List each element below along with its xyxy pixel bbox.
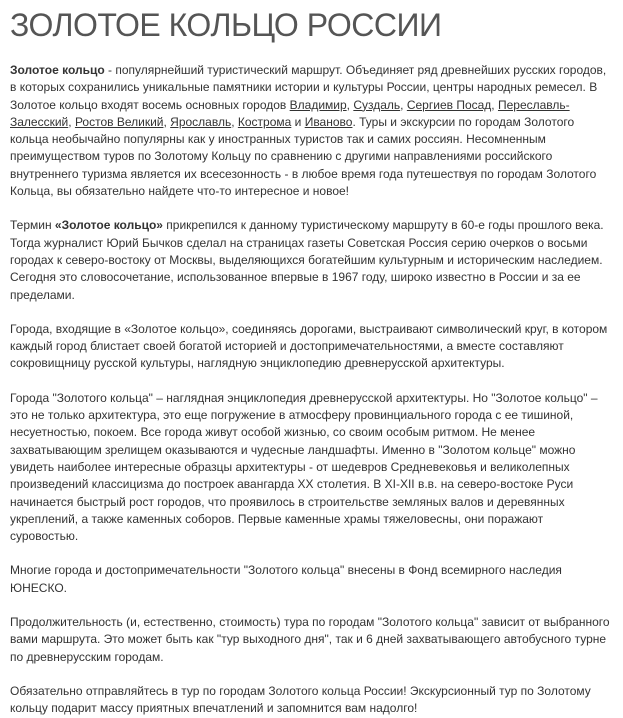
paragraph-duration: Продолжительность (и, естественно, стоимость) тура по городам "Золотого кольца" зависит от выбранного вами маршрута. Это может быть как "тур выходного дня", так и 6 дней захватывающего автобусного турне по древнерусским городам. <box>10 615 610 664</box>
paragraph-cities-circle: Города, входящие в «Золотое кольцо», соединяясь дорогами, выстраивают символический круг, в котором каждый город блистает своей богатой историей и достопримечательностями, а вместе составляют сокровищницу русской культуры, наглядную энциклопедию древнерусской архитектуры. <box>10 321 608 371</box>
link-pereslavl[interactable]: Переславль-Залесский <box>10 97 570 129</box>
paragraph-unesco: Многие города и достопримечательности "Золотого кольца" внесены в Фонд всемирного наследия ЮНЕСКО. <box>10 563 562 595</box>
link-ivanovo[interactable]: Иваново <box>304 114 353 129</box>
page-title: ЗОЛОТОЕ КОЛЬЦО РОССИИ <box>10 7 442 43</box>
link-kostroma[interactable]: Кострома <box>237 114 292 129</box>
term-bold: «Золотое кольцо» <box>54 218 163 233</box>
paragraph-term-history: Термин «Золотое кольцо» прикрепился к данному туристическому маршруту в 60-е годы прошлого века. Тогда журналист Юрий Бычков сделал на страницах газеты Советская Россия серию очерков о восьми городах к северо-востоку от Москвы, выделяющихся богатейшим культурным и историческим наследием. Сегодня это словосочетание, использованное впервые в 1967 году, широко известно в России и за ее пределами. <box>10 218 604 302</box>
link-vladimir[interactable]: Владимир <box>289 97 347 112</box>
link-rostov[interactable]: Ростов Великий <box>74 114 164 129</box>
link-suzdal[interactable]: Суздаль <box>353 97 401 112</box>
paragraph-architecture: Города "Золотого кольца" – наглядная энциклопедия древнерусской архитектуры. Но "Золотое кольцо" – это не только архитектура, это еще погружение в атмосферу провинциального города с ее тишиной, несуетностью, покоем. Все города живут особой жизнью, со своим особым ритмом. Не менее захватывающим зрелищем оказываются и чудесные ландшафты. Именно в "Золотом кольце" можно увидеть наиболее интересные образцы архитектуры - от шедевров Средневековья и великолепных произведений классицизма до построек авангарда XX столетия. В XI-XII в.в. на северо-востоке Руси начинается быстрый рост городов, что проявилось в строительстве земляных валов и деревянных укреплений, а также каменных соборов. Первые каменные храмы тяжеловесны, они поражают суровостью. <box>10 390 598 544</box>
link-yaroslavl[interactable]: Ярославль <box>170 114 232 129</box>
paragraph-closing: Обязательно отправляйтесь в тур по городам Золотого кольца России! Экскурсионный тур по Золотому кольцу подарит массу приятных впечатлений и запомнится вам надолго! <box>10 683 591 716</box>
paragraph-intro: Золотое кольцо - популярнейший туристический маршрут. Объединяет ряд древнейших русских городов, в которых сохранились уникальные памятники истории и культуры России, центры народных ремесел. В Золотое кольцо входят восемь основных городов Владимир, Суздаль, Сергиев Посад, Переславль-Залесский, Ростов Великий, Ярославль, Кострома и Иваново. Туры и экскурсии по городам Золотого кольца необычайно популярны как у иностранных туристов так и самих россиян. Несомненным преимуществом туров по Золотому Кольцу по сравнению с другими направлениями российского внутреннего туризма является их всесезонность - в любое время года путешествуя по городам Золотого Кольца, вы обязательно найдете что-то интересное и новое! <box>10 63 607 199</box>
term-bold: Золотое кольцо <box>10 63 105 77</box>
link-sergiev-posad[interactable]: Сергиев Посад <box>406 97 492 112</box>
